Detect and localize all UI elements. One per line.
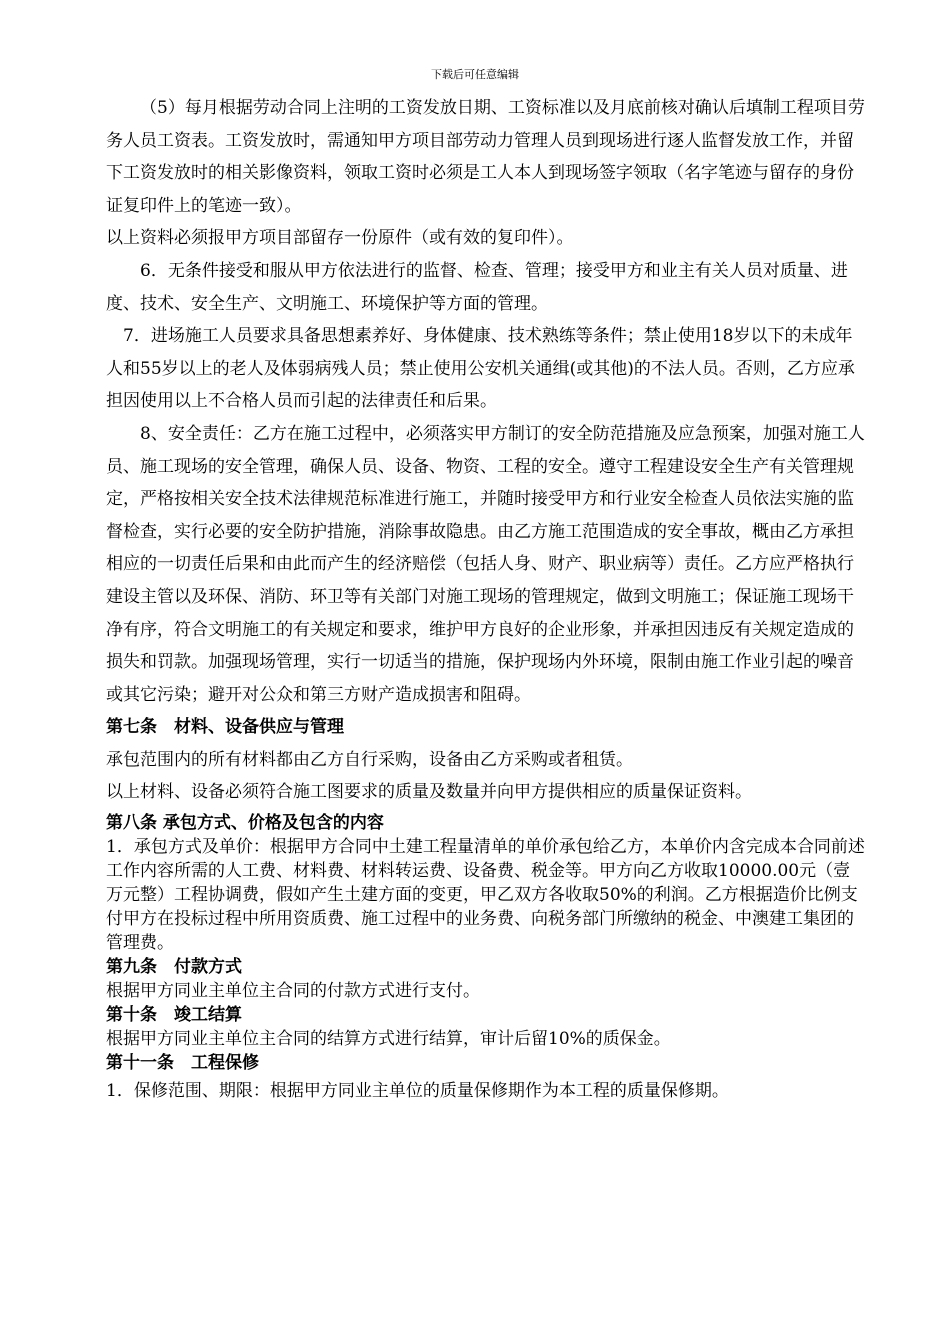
article-7-heading: 第七条 材料、设备供应与管理 (106, 717, 344, 738)
article-7-p1: 承包范围内的所有材料都由乙方自行采购，设备由乙方采购或者租赁。 (106, 749, 633, 770)
article-11-p1: 1．保修范围、期限：根据甲方同业主单位的质量保修期作为本工程的质量保修期。 (106, 1081, 729, 1102)
paragraph-6: 6．无条件接受和服从甲方依法进行的监督、检查、管理；接受甲方和业主有关人员对质量、进度、技术、安全生产、文明施工、环境保护等方面的管理。 (106, 260, 848, 314)
article-11-heading: 第十一条 工程保修 (106, 1053, 259, 1074)
article-10-heading: 第十条 竣工结算 (106, 1005, 242, 1026)
article-9-heading: 第九条 付款方式 (106, 957, 242, 978)
paragraph-5: （5）每月根据劳动合同上注明的工资发放日期、工资标准以及月底前核对确认后填制工程项目劳务人员工资表。工资发放时，需通知甲方项目部劳动力管理人员到现场进行逐人监督发放工作，并留下工资发放时的相关影像资料，领取工资时必须是工人本人到现场签字领取（名字笔迹与留存的身份证复印件上的笔迹一致）。 (106, 98, 865, 216)
article-9-p1: 根据甲方同业主单位主合同的付款方式进行支付。 (106, 981, 480, 1002)
article-7-p2: 以上材料、设备必须符合施工图要求的质量及数量并向甲方提供相应的质量保证资料。 (106, 782, 752, 803)
paragraph-8: 8、安全责任：乙方在施工过程中，必须落实甲方制订的安全防范措施及应急预案，加强对施工人员、施工现场的安全管理，确保人员、设备、物资、工程的安全。遵守工程建设安全生产有关管理规定，严格按相关安全技术法律规范标准进行施工，并随时接受甲方和行业安全检查人员依法实施的监督检查，实行必要的安全防护措施，消除事故隐患。由乙方施工范围造成的安全事故，概由乙方承担相应的一切责任后果和由此而产生的经济赔偿（包括人身、财产、职业病等）责任。乙方应严格执行建设主管以及环保、消防、环卫等有关部门对施工现场的管理规定，做到文明施工；保证施工现场干净有序，符合文明施工的有关规定和要求，维护甲方良好的企业形象，并承担因违反有关规定造成的损失和罚款。加强现场管理，实行一切适当的措施，保护现场内外环境，限制由施工作业引起的噪音或其它污染；避开对公众和第三方财产造成损害和阻碍。 (106, 423, 865, 705)
document-body (106, 92, 866, 1108)
paragraph-7: 7．进场施工人员要求具备思想素养好、身体健康、技术熟练等条件；禁止使用18岁以下的未成年人和55岁以上的老人及体弱病残人员；禁止使用公安机关通缉(或其他)的不法人员。否则，乙方应承担因使用以上不合格人员而引起的法律责任和后果。 (106, 326, 855, 412)
article-8-heading: 第八条 承包方式、价格及包含的内容 (106, 813, 384, 834)
paragraph-5b: 以上资料必须报甲方项目部留存一份原件（或有效的复印件）。 (106, 228, 574, 249)
article-8-p1: 1．承包方式及单价：根据甲方合同中土建工程量清单的单价承包给乙方，本单价内含完成本合同前述工作内容所需的人工费、材料费、材料转运费、设备费、税金等。甲方向乙方收取10000.00元（壹万元整）工程协调费，假如产生土建方面的变更，甲乙双方各收取50%的利润。乙方根据造价比例支付甲方在投标过程中所用资质费、施工过程中的业务费、向税务部门所缴纳的税金、中澳建工集团的管理费。 (106, 837, 865, 954)
article-10-p1: 根据甲方同业主单位主合同的结算方式进行结算，审计后留10%的质保金。 (106, 1029, 671, 1050)
header-note: 下载后可任意编辑 (431, 68, 519, 81)
